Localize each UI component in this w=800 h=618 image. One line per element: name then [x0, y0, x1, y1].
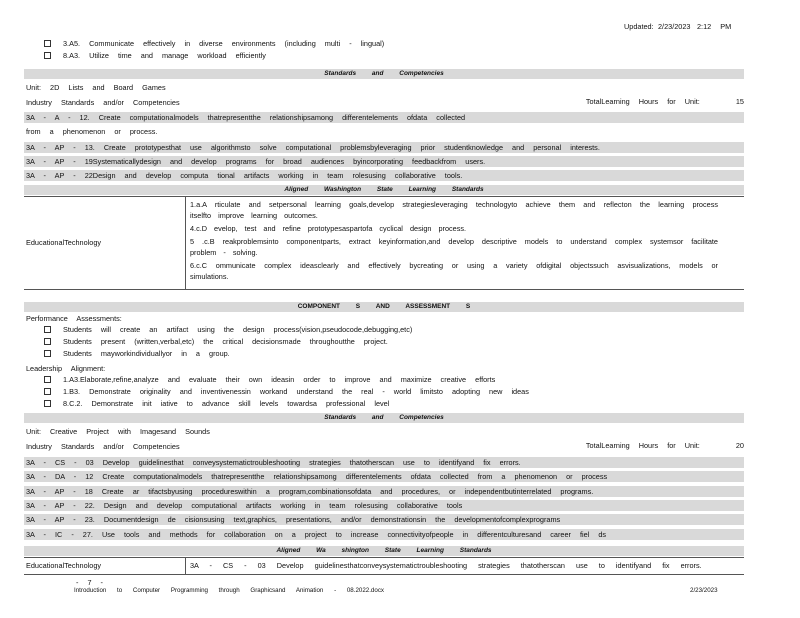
list-item: 8.A3. Utilize time and manage workload efficiently: [44, 50, 384, 62]
total-hours-value: 15: [735, 97, 744, 106]
divider: [185, 557, 186, 574]
divider: [185, 196, 186, 289]
wa-standards-list: [190, 199, 718, 284]
industry-standard-row: 3A - AP - 22Design and develop computa tional artifacts working in team rolesusing collaborative tools.: [24, 170, 744, 181]
wa-standards-header: Aligned Wa shington State Learning Standards: [24, 546, 744, 556]
industry-standard-row: 3A - AP - 23. Documentdesign de cisionsusing text,graphics, presentations, and/or demonstrationsin the developmentofcomplexprograms: [24, 514, 744, 525]
total-hours-label: TotalLearning Hours for Unit: 20: [585, 441, 744, 450]
performance-label: Performance Assessments:: [26, 314, 122, 323]
list-item: 3.A5. Communicate effectively in diverse environments (including multi - lingual): [44, 38, 384, 50]
footer-document-title: Introduction to Computer Programming through Graphicsand Animation - 08.2022.docx: [74, 587, 385, 594]
wa-standards-header: Aligned Washington State Learning Standards: [24, 185, 744, 195]
list-item: 1.B3. Demonstrate originality and inventivenessin workand understand the real - world limitsto adopting new ideas: [44, 386, 529, 398]
standards-header: Standards and Competencies: [24, 69, 744, 79]
components-header: COMPONENT S AND ASSESSMENT S: [24, 302, 744, 312]
industry-standard-row: 3A - AP - 18 Create ar tifactsbyusing procedureswithin a program,combinationsofdata and procedures, or independentbutinterrelated programs.: [24, 486, 744, 497]
divider: [24, 557, 744, 558]
educational-technology-label: EducationalTechnology: [26, 561, 102, 570]
checkbox-bullet-icon: [44, 338, 51, 345]
leadership-list: [44, 374, 529, 410]
checkbox-bullet-icon: [44, 326, 51, 333]
educational-technology-label: EducationalTechnology: [26, 238, 102, 247]
industry-standard-row: 3A - IC - 27. Use tools and methods for collaboration on a project to increase connectivityofpeople in differentculturesand career fiel ds: [24, 529, 744, 540]
list-item: 1.A3.Elaborate,refine,analyze and evaluate their own ideasin order to improve and maximize creative efforts: [44, 374, 529, 386]
industry-standard-row: 3A - AP - 19Systematicallydesign and develop programs for broad audiences byincorporating feedbackfrom users.: [24, 156, 744, 167]
updated-time: 2:12 PM: [697, 22, 732, 31]
list-item: Students will create an artifact using the design process(vision,pseudocode,debugging,etc): [44, 324, 412, 336]
checkbox-bullet-icon: [44, 376, 51, 383]
standards-header: Standards and Competencies: [24, 413, 744, 423]
leadership-label: Leadership Alignment:: [26, 364, 106, 373]
checkbox-bullet-icon: [44, 400, 51, 407]
total-hours-value: 20: [735, 441, 744, 450]
industry-standard-row: 3A - A - 12. Create computationalmodels thatrepresentthe relationshipsamong differentelements ofdata collected: [24, 112, 744, 123]
industry-label: Industry Standards and/or Competencies: [26, 442, 180, 451]
industry-standard-row: 3A - AP - 22. Design and develop computational artifacts working in team rolesusing collaborative tools: [24, 500, 744, 511]
industry-label: Industry Standards and/or Competencies: [26, 98, 180, 107]
page-number: - 7 -: [76, 578, 103, 587]
wa-standard-item: 3A - CS - 03 Develop guidelinesthatconveysystematictroubleshooting strategies thatotherscan use to identifyand fix errors.: [190, 561, 702, 570]
industry-standard-row: from a phenomenon or process.: [26, 127, 158, 136]
divider: [24, 574, 744, 575]
industry-standard-row: 3A - DA - 12 Create computationalmodels thatrepresentthe relationshipsamong differentelements ofdata collected from a phenomenon or process: [24, 471, 744, 482]
checkbox-bullet-icon: [44, 388, 51, 395]
divider: [24, 289, 744, 290]
list-item: 5 .c.B reakproblemsinto componentparts, extract keyinformation,and develop descriptive models to understand complex systemsor facilitate problem - solving.: [190, 237, 718, 257]
footer-date: 2/23/2023: [690, 587, 718, 594]
top-bullet-list: [44, 38, 384, 62]
list-item: 8.C.2. Demonstrate init iative to advance skill levels towardsa professional level: [44, 398, 529, 410]
list-item: 4.c.D evelop, test and refine prototypesaspartofa cyclical design process.: [190, 224, 467, 233]
checkbox-bullet-icon: [44, 350, 51, 357]
checkbox-bullet-icon: [44, 52, 51, 59]
updated-label: Updated:: [624, 22, 654, 31]
list-item: 1.a.A rticulate and setpersonal learning goals,develop strategiesleveraging technologyto achieve them and reflecton the learning process itselfto improve learning outcomes.: [190, 200, 718, 220]
divider: [24, 196, 744, 197]
updated-date: 2/23/2023: [658, 22, 691, 31]
unit-title: Unit: Creative Project with Imagesand Sounds: [26, 427, 210, 436]
list-item: 6.c.C ommunicate complex ideasclearly and effectively bycreating or using a variety ofdigital objectssuch asvisualizations, models or simulations.: [190, 261, 718, 281]
list-item: Students mayworkindividuallyor in a group.: [44, 348, 412, 360]
performance-list: [44, 324, 412, 360]
checkbox-bullet-icon: [44, 40, 51, 47]
unit-title: Unit: 2D Lists and Board Games: [26, 83, 166, 92]
total-hours-label: TotalLearning Hours for Unit: 15: [585, 97, 744, 106]
industry-standard-row: 3A - AP - 13. Create prototypesthat use algorithmsto solve computational problemsbyleveraging prior studentknowledge and personal interests.: [24, 142, 744, 153]
industry-standard-row: 3A - CS - 03 Develop guidelinesthat conveysystematictroubleshooting strategies thatotherscan use to identifyand fix errors.: [24, 457, 744, 468]
list-item: Students present (written,verbal,etc) the critical decisionsmade throughoutthe project.: [44, 336, 412, 348]
